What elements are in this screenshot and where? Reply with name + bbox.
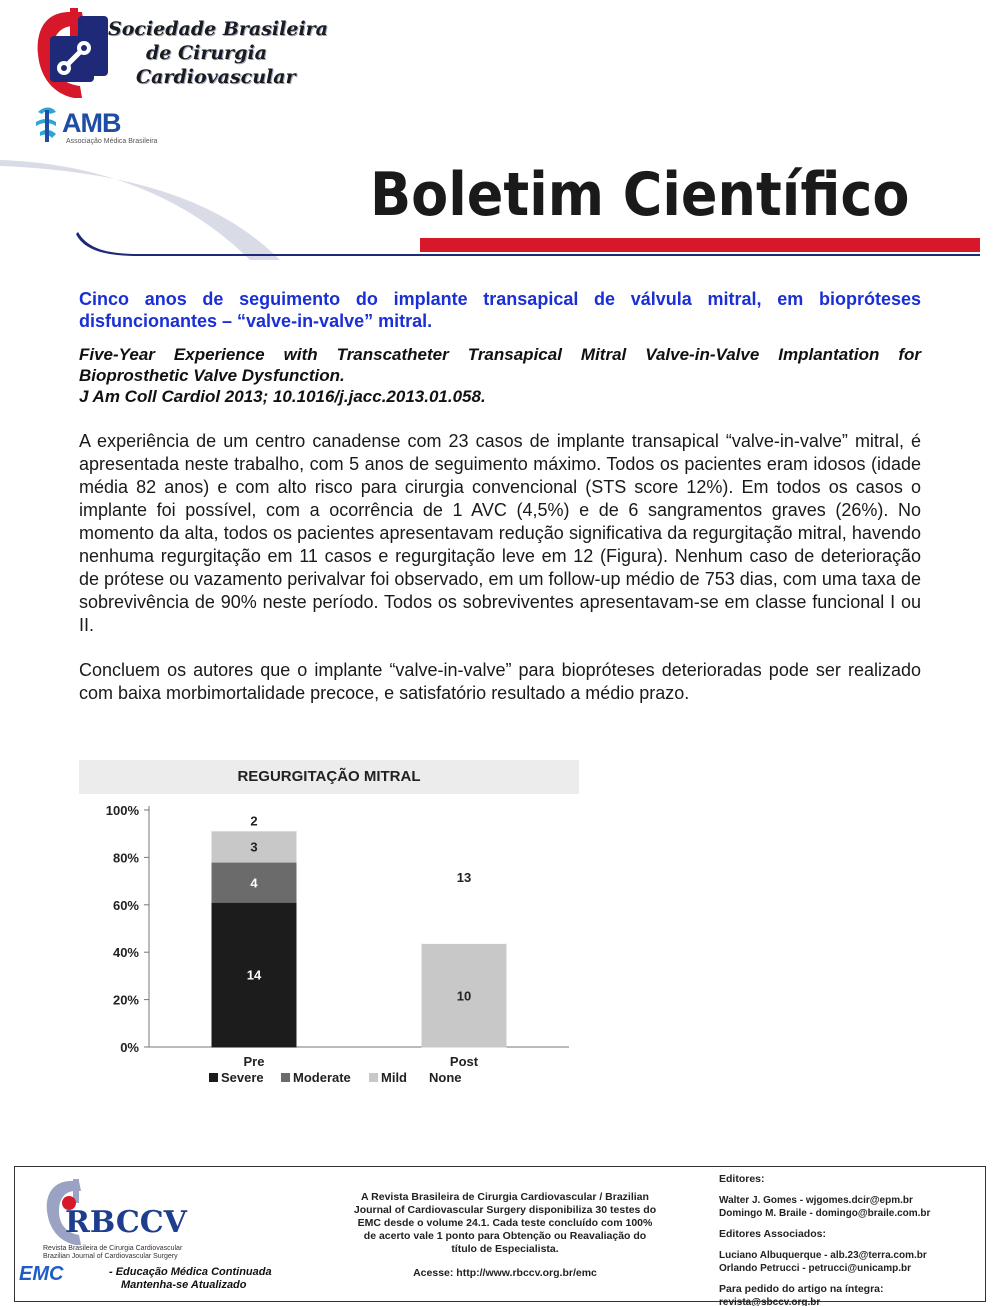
emc-info-line: A Revista Brasileira de Cirurgia Cardiovascular / Brazilian [361, 1191, 649, 1203]
emc-tagline-2: Mantenha-se Atualizado [121, 1279, 247, 1291]
legend-swatch-moderate [281, 1073, 290, 1082]
society-name-line-3: Cardiovascular [136, 66, 296, 88]
emc-info-line: Journal of Cardiovascular Surgery disponibiliza 30 testes do [353, 1204, 657, 1216]
legend-label-severe: Severe [221, 1070, 264, 1085]
emc-info [345, 1191, 665, 1280]
caduceus-icon [34, 104, 60, 144]
x-category-label: Post [449, 1054, 479, 1069]
request-email[interactable]: revista@sbccv.org.br [719, 1297, 821, 1306]
y-tick-label: 40% [112, 945, 139, 961]
editors-block [719, 1173, 983, 1306]
emc-info-line: EMC desde o volume 24.1. Cada teste concluído com 100% [357, 1217, 653, 1229]
y-tick-label: 20% [112, 992, 139, 1008]
legend-label-mild: Mild [381, 1070, 407, 1085]
chart-plot-area [79, 794, 579, 1094]
bar-data-label: 3 [250, 839, 258, 855]
bar-data-label: 2 [250, 813, 258, 829]
legend-label-moderate: Moderate [293, 1070, 351, 1085]
regurgitation-chart [79, 760, 579, 1095]
legend-swatch-mild [369, 1073, 378, 1082]
bulletin-title: Boletim Científico [370, 160, 910, 230]
assoc-editors-heading: Editores Associados: [719, 1228, 826, 1240]
legend-swatch-severe [209, 1073, 218, 1082]
assoc-editor-entry[interactable]: Luciano Albuquerque - alb.23@terra.com.br [719, 1250, 927, 1261]
bar-data-label: 14 [246, 967, 262, 983]
rbccv-logo-text: RBCCV [65, 1205, 187, 1240]
article-citation: J Am Coll Cardiol 2013; 10.1016/j.jacc.2013.01.058. [79, 387, 486, 406]
sbccv-logo-icon [30, 6, 112, 102]
page-footer [14, 1166, 986, 1306]
article-title-pt: Cinco anos de seguimento do implante transapical de válvula mitral, em biopróteses disfuncionantes – “valve-in-valve” mitral. [79, 289, 921, 331]
emc-logo: EMC [19, 1263, 64, 1285]
assoc-editor-entry[interactable]: Orlando Petrucci - petrucci@unicamp.br [719, 1263, 912, 1274]
page-header [0, 0, 1000, 270]
rbccv-subtitle-pt: Revista Brasileira de Cirurgia Cardiovascular [43, 1245, 183, 1252]
request-heading: Para pedido do artigo na íntegra: [719, 1283, 884, 1295]
editor-entry[interactable]: Walter J. Gomes - wjgomes.dcir@epm.br [719, 1195, 913, 1206]
chart-title: REGURGITAÇÃO MITRAL [79, 760, 579, 794]
editors-heading: Editores: [719, 1173, 765, 1185]
article-paragraph-1: A experiência de um centro canadense com 23 casos de implante transapical “valve-in-valve” mitral, é apresentada neste trabalho, com 5 anos de seguimento máximo. Todos os pacientes eram idosos (idade média 82 anos) e com alto risco para cirurgia convencional (STS score 12%). Em todos os casos o implante foi possível, com a ocorrência de 1 AVC (4,5%) e de 6 sangramentos graves (26%). No momento da alta, todos os pacientes apresentavam redução significativa da regurgitação mitral, havendo nenhuma regurgitação em 11 casos e regurgitação leve em 12 (Figura). Nenhum caso de deterioração de prótese ou vazamento perivalvar foi observado, em um follow-up médio de 753 dias, com uma taxa de sobrevivência de 90% neste período. Todos os sobreviventes apresentavam-se em classe funcional I ou II. [79, 431, 921, 635]
y-tick-label: 0% [120, 1040, 139, 1055]
y-tick-label: 80% [112, 850, 139, 866]
emc-info-line: de acerto vale 1 ponto para Obtenção ou Reavaliação do [363, 1230, 647, 1242]
society-name-line-1: Sociedade Brasileira [108, 18, 328, 40]
emc-info-line: título de Especialista. [451, 1243, 559, 1255]
y-tick-label: 60% [112, 897, 139, 913]
legend-label-none: None [429, 1070, 462, 1085]
bar-data-label: 10 [456, 988, 472, 1004]
article-title-en: Five-Year Experience with Transcatheter Transapical Mitral Valve-in-Valve Implantation for Bioprosthetic Valve Dysfunction. [79, 345, 921, 385]
x-category-label: Pre [243, 1054, 265, 1069]
bar-data-label: 13 [456, 869, 472, 885]
amb-subtitle: Associação Médica Brasileira [66, 138, 158, 145]
emc-access-link[interactable]: Acesse: http://www.rbccv.org.br/emc [413, 1267, 597, 1279]
amb-logo-text: AMB [62, 108, 121, 138]
article-paragraph-2: Concluem os autores que o implante “valve-in-valve” para biopróteses deterioradas pode ser realizado com baixa morbimortalidade precoce, e satisfatório resultado a médio prazo. [79, 660, 921, 703]
editor-entry[interactable]: Domingo M. Braile - domingo@braile.com.br [719, 1208, 931, 1219]
society-name-line-2: de Cirurgia [146, 42, 267, 64]
bar-data-label: 4 [250, 875, 258, 891]
y-tick-label: 100% [105, 803, 139, 818]
article-reference [79, 344, 921, 407]
article-body [79, 288, 921, 705]
emc-tagline-1: - Educação Médica Continuada [109, 1266, 272, 1278]
rbccv-subtitle-en: Brazilian Journal of Cardiovascular Surgery [43, 1253, 178, 1260]
